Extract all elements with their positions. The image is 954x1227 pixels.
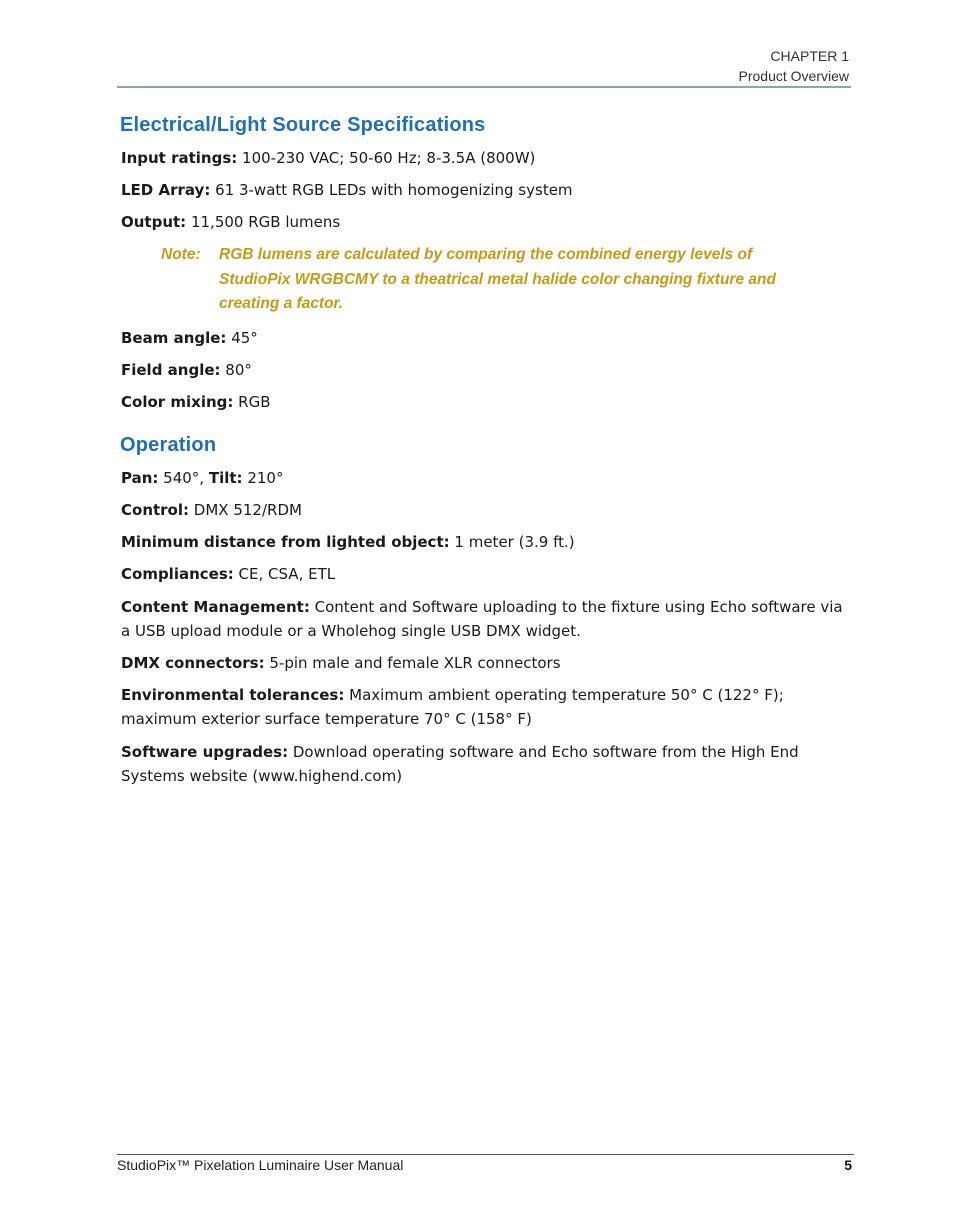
spec-control [121, 498, 851, 522]
spec-value: Content and Software uploading to the fixture using Echo software via a USB upload module or a Wholehog single USB DMX widget. [121, 598, 843, 640]
spec-pan-tilt [121, 466, 851, 490]
spec-value: 61 3-watt RGB LEDs with homogenizing system [215, 181, 573, 199]
tilt-value: 210° [247, 469, 284, 487]
running-header [739, 46, 849, 86]
footer-title: StudioPix™ Pixelation Luminaire User Manual [117, 1157, 404, 1173]
pan-value: 540°, [163, 469, 205, 487]
header-divider [117, 86, 851, 88]
section-label: Product Overview [738, 68, 849, 84]
section-heading-operation: Operation [120, 434, 217, 456]
spec-beam-angle [121, 326, 851, 350]
pan-label: Pan: [121, 469, 159, 487]
spec-label: Beam angle: [121, 329, 227, 347]
spec-label: Environmental tolerances: [121, 686, 345, 704]
spec-label: Minimum distance from lighted object: [121, 533, 450, 551]
spec-value: 80° [225, 361, 252, 379]
spec-value: Maximum ambient operating temperature 50° C (122° F); maximum exterior surface temperature 70° C (158° F) [121, 686, 784, 728]
spec-color-mixing [121, 390, 851, 414]
spec-environmental-tolerances [121, 683, 851, 731]
spec-label: Output: [121, 213, 187, 231]
spec-label: Field angle: [121, 361, 221, 379]
spec-compliances [121, 562, 851, 586]
spec-content-management [121, 595, 851, 643]
spec-value: DMX 512/RDM [193, 501, 302, 519]
section-heading-electrical: Electrical/Light Source Specifications [120, 114, 486, 136]
spec-led-array [121, 178, 851, 202]
tilt-label: Tilt: [208, 469, 243, 487]
spec-label: Content Management: [121, 598, 310, 616]
note-text: RGB lumens are calculated by comparing the combined energy levels of StudioPix WRGBCMY to a theatrical metal halide color changing fixture and creating a factor. [219, 246, 776, 312]
spec-label: Compliances: [121, 565, 234, 583]
spec-input-ratings [121, 146, 851, 170]
spec-label: Software upgrades: [121, 743, 289, 761]
spec-value: 11,500 RGB lumens [190, 213, 341, 231]
spec-label: LED Array: [121, 181, 211, 199]
spec-value: RGB [238, 393, 271, 411]
spec-label: Input ratings: [121, 149, 238, 167]
spec-value: 5-pin male and female XLR connectors [269, 654, 561, 672]
spec-value: CE, CSA, ETL [238, 565, 336, 583]
spec-value: 100-230 VAC; 50-60 Hz; 8-3.5A (800W) [242, 149, 536, 167]
spec-label: Control: [121, 501, 190, 519]
chapter-label: CHAPTER 1 [770, 48, 849, 64]
footer-divider [117, 1154, 854, 1155]
spec-value: 1 meter (3.9 ft.) [454, 533, 575, 551]
spec-software-upgrades [121, 740, 851, 788]
spec-label: DMX connectors: [121, 654, 265, 672]
spec-value: 45° [231, 329, 258, 347]
note-block [161, 243, 781, 317]
spec-field-angle [121, 358, 851, 382]
spec-minimum-distance [121, 530, 851, 554]
spec-dmx-connectors [121, 651, 851, 675]
spec-label: Color mixing: [121, 393, 234, 411]
spec-value: Download operating software and Echo software from the High End Systems website (www.highend.com) [121, 743, 799, 785]
note-label: Note: [161, 246, 201, 263]
spec-output [121, 210, 851, 234]
page-number: 5 [844, 1157, 852, 1173]
